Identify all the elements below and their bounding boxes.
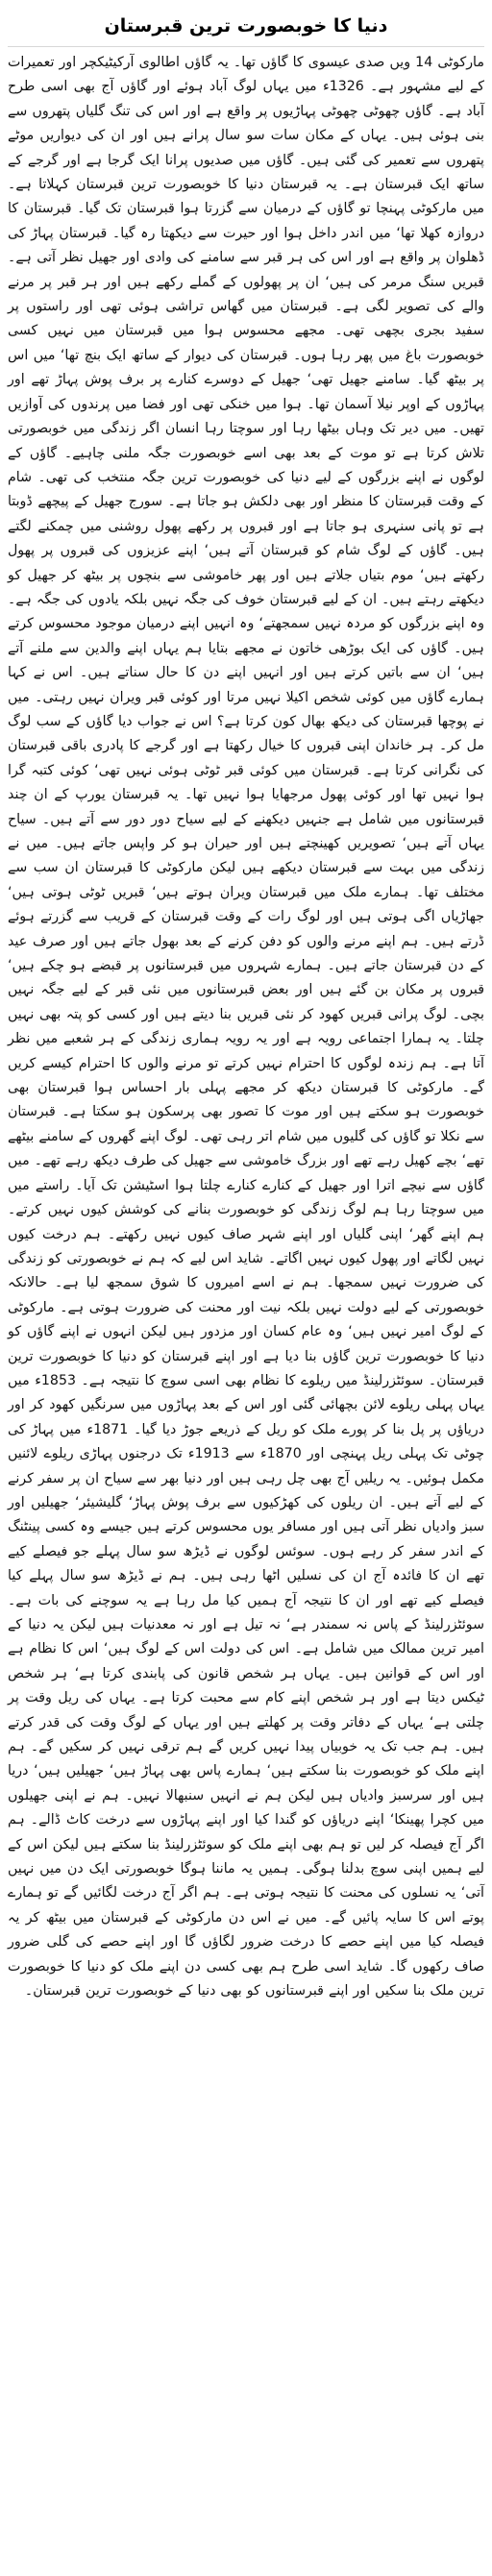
article-title: دنیا کا خوبصورت ترین قبرستان [104, 15, 388, 37]
article-body [8, 51, 484, 2004]
article-header [8, 6, 484, 47]
article-body-text: مارکوٹی 14 ویں صدی عیسوی کا گاؤں تھا۔ یہ گاؤں اطالوی آرکیٹیکچر اور تعمیرات کے لیے مشہور ہے۔ 1326ء میں یہاں لوگ آباد ہوئے اور گاؤں آج بھی اسی طرح آباد ہے۔ گاؤں چھوٹی چھوٹی پہاڑیوں پر واقع ہے اور اس کی تنگ گلیاں پتھروں سے بنی ہوئی ہیں۔ یہاں کے مکان سات سو سال پرانے ہیں اور ان کی دیواریں موٹے پتھروں سے تعمیر کی گئی ہیں۔ گاؤں میں صدیوں پرانا ایک گرجا ہے اور گرجے کے ساتھ ایک قبرستان ہے۔ یہ قبرستان دنیا کا خوبصورت ترین قبرستان کہلاتا ہے۔ میں مارکوٹی پہنچا تو گاؤں کے درمیان سے گزرتا ہوا قبرستان تک گیا۔ قبرستان کا دروازہ کھلا تھا‘ میں اندر داخل ہوا اور حیرت سے دیکھتا رہ گیا۔ قبرستان پہاڑ کی ڈھلوان پر واقع ہے اور اس کی ہر قبر سے سامنے کی وادی اور جھیل نظر آتی ہے۔ قبریں سنگ مرمر کی ہیں‘ ان پر پھولوں کے گملے رکھے ہیں اور ہر قبر پر مرنے والے کی تصویر لگی ہے۔ قبرستان میں گھاس تراشی ہوئی تھی اور راستوں پر سفید بجری بچھی تھی۔ مجھے محسوس ہوا میں قبرستان میں نہیں کسی خوبصورت باغ میں پھر رہا ہوں۔ قبرستان کی دیوار کے ساتھ ایک بنچ تھا‘ میں اس پر بیٹھ گیا۔ سامنے جھیل تھی‘ جھیل کے دوسرے کنارے پر برف پوش پہاڑ تھے اور پہاڑوں کے اوپر نیلا آسمان تھا۔ ہوا میں خنکی تھی اور فضا میں پرندوں کی آوازیں تھیں۔ میں دیر تک وہاں بیٹھا رہا اور سوچتا رہا انسان اگر زندگی میں خوبصورتی تلاش کرتا ہے تو موت کے بعد بھی اسے خوبصورت جگہ ملنی چاہیے۔ گاؤں کے لوگوں نے اپنے بزرگوں کے لیے دنیا کی خوبصورت ترین جگہ منتخب کی تھی۔ شام کے وقت قبرستان کا منظر اور بھی دلکش ہو جاتا ہے۔ سورج جھیل کے پیچھے ڈوبتا ہے تو پانی سنہری ہو جاتا ہے اور قبروں پر رکھے پھول روشنی میں چمکنے لگتے ہیں۔ گاؤں کے لوگ شام کو قبرستان آتے ہیں‘ اپنے عزیزوں کی قبروں پر پھول رکھتے ہیں‘ موم بتیاں جلاتے ہیں اور پھر خاموشی سے بنچوں پر بیٹھ کر جھیل کو دیکھتے رہتے ہیں۔ ان کے لیے قبرستان خوف کی جگہ نہیں بلکہ یادوں کی جگہ ہے۔ وہ اپنے بزرگوں کو مردہ نہیں سمجھتے‘ وہ انہیں اپنے درمیان موجود محسوس کرتے ہیں۔ گاؤں کی ایک بوڑھی خاتون نے مجھے بتایا ہم یہاں اپنے والدین سے ملنے آتے ہیں‘ ان سے باتیں کرتے ہیں اور انہیں اپنے دن کا حال سناتے ہیں۔ اس نے کہا ہمارے گاؤں میں کوئی شخص اکیلا نہیں مرتا اور کوئی قبر ویران نہیں رہتی۔ میں نے پوچھا قبرستان کی دیکھ بھال کون کرتا ہے؟ اس نے جواب دیا گاؤں کے سب لوگ مل کر۔ ہر خاندان اپنی قبروں کا خیال رکھتا ہے اور گرجے کا پادری باقی قبرستان کی نگرانی کرتا ہے۔ قبرستان میں کوئی قبر ٹوٹی ہوئی نہیں تھی‘ کوئی کتبہ گرا ہوا نہیں تھا اور کوئی پھول مرجھایا ہوا نہیں تھا۔ یہ قبرستان یورپ کے ان چند قبرستانوں میں شامل ہے جنہیں دیکھنے کے لیے سیاح دور دور سے آتے ہیں۔ سیاح یہاں آتے ہیں‘ تصویریں کھینچتے ہیں اور حیران ہو کر واپس جاتے ہیں۔ میں نے زندگی میں بہت سے قبرستان دیکھے ہیں لیکن مارکوٹی کا قبرستان ان سب سے مختلف تھا۔ ہمارے ملک میں قبرستان ویران ہوتے ہیں‘ قبریں ٹوٹی ہوتی ہیں‘ جھاڑیاں اگی ہوتی ہیں اور لوگ رات کے وقت قبرستان کے قریب سے گزرتے ہوئے ڈرتے ہیں۔ ہم اپنے مرنے والوں کو دفن کرنے کے بعد بھول جاتے ہیں اور صرف عید کے دن قبرستان جاتے ہیں۔ ہمارے شہروں میں قبرستانوں پر قبضے ہو چکے ہیں‘ قبروں پر مکان بن گئے ہیں اور بعض قبرستانوں میں نئی قبر کے لیے جگہ نہیں بچی۔ لوگ پرانی قبریں کھود کر نئی قبریں بنا دیتے ہیں اور کسی کو پتہ بھی نہیں چلتا۔ یہ ہمارا اجتماعی رویہ ہے اور یہ رویہ ہماری زندگی کے ہر شعبے میں نظر آتا ہے۔ ہم زندہ لوگوں کا احترام نہیں کرتے تو مرنے والوں کا احترام کیسے کریں گے۔ مارکوٹی کا قبرستان دیکھ کر مجھے پہلی بار احساس ہوا قبرستان بھی خوبصورت ہو سکتے ہیں اور موت کا تصور بھی پرسکون ہو سکتا ہے۔ قبرستان سے نکلا تو گاؤں کی گلیوں میں شام اتر رہی تھی۔ لوگ اپنے گھروں کے سامنے بیٹھے تھے‘ بچے کھیل رہے تھے اور بزرگ خاموشی سے جھیل کی طرف دیکھ رہے تھے۔ میں گاؤں سے نیچے اترا اور جھیل کے کنارے کنارے چلتا ہوا اسٹیشن تک آیا۔ راستے میں میں سوچتا رہا ہم لوگ زندگی کو خوبصورت بنانے کی کوشش کیوں نہیں کرتے۔ ہم اپنے گھر‘ اپنی گلیاں اور اپنے شہر صاف کیوں نہیں رکھتے۔ ہم درخت کیوں نہیں لگاتے اور پھول کیوں نہیں اگاتے۔ شاید اس لیے کہ ہم نے خوبصورتی کو زندگی کی ضرورت نہیں سمجھا۔ ہم نے اسے امیروں کا شوق سمجھ لیا ہے۔ حالانکہ خوبصورتی کے لیے دولت نہیں بلکہ نیت اور محنت کی ضرورت ہوتی ہے۔ مارکوٹی کے لوگ امیر نہیں ہیں‘ وہ عام کسان اور مزدور ہیں لیکن انہوں نے اپنے گاؤں کو دنیا کا خوبصورت ترین گاؤں بنا دیا ہے اور اپنے قبرستان کو دنیا کا خوبصورت ترین قبرستان۔ سوئٹزرلینڈ میں ریلوے کا نظام بھی اسی سوچ کا نتیجہ ہے۔ 1853ء میں یہاں پہلی ریلوے لائن بچھائی گئی اور اس کے بعد پہاڑوں میں سرنگیں کھود کر اور دریاؤں پر پل بنا کر پورے ملک کو ریل کے ذریعے جوڑ دیا گیا۔ 1871ء میں پہاڑ کی چوٹی تک پہلی ریل پہنچی اور 1870ء سے 1913ء تک درجنوں پہاڑی ریلوے لائنیں مکمل ہوئیں۔ یہ ریلیں آج بھی چل رہی ہیں اور دنیا بھر سے سیاح ان پر سفر کرنے کے لیے آتے ہیں۔ ان ریلوں کی کھڑکیوں سے برف پوش پہاڑ‘ گلیشیئر‘ جھیلیں اور سبز وادیاں نظر آتی ہیں اور مسافر یوں محسوس کرتے ہیں جیسے وہ کسی پینٹنگ کے اندر سفر کر رہے ہوں۔ سوئس لوگوں نے ڈیڑھ سو سال پہلے جو فیصلے کیے تھے ان کا فائدہ آج ان کی نسلیں اٹھا رہی ہیں۔ ہم نے ڈیڑھ سو سال پہلے کیا فیصلے کیے تھے اور ان کا نتیجہ آج ہمیں کیا مل رہا ہے یہ سوچنے کی بات ہے۔ سوئٹزرلینڈ کے پاس نہ سمندر ہے‘ نہ تیل ہے اور نہ معدنیات ہیں لیکن یہ دنیا کے امیر ترین ممالک میں شامل ہے۔ اس کی دولت اس کے لوگ ہیں‘ اس کا نظام ہے اور اس کے قوانین ہیں۔ یہاں ہر شخص قانون کی پابندی کرتا ہے‘ ہر شخص ٹیکس دیتا ہے اور ہر شخص اپنے کام سے محبت کرتا ہے۔ یہاں کی ریل وقت پر چلتی ہے‘ یہاں کے دفاتر وقت پر کھلتے ہیں اور یہاں کے لوگ وقت کی قدر کرتے ہیں۔ ہم جب تک یہ خوبیاں پیدا نہیں کریں گے ہم ترقی نہیں کر سکیں گے۔ ہم اپنے ملک کو خوبصورت بنا سکتے ہیں‘ ہمارے پاس بھی پہاڑ ہیں‘ جھیلیں ہیں‘ دریا ہیں اور سرسبز وادیاں ہیں لیکن ہم نے انہیں سنبھالا نہیں۔ ہم نے اپنی جھیلوں میں کچرا پھینکا‘ اپنے دریاؤں کو گندا کیا اور اپنے پہاڑوں سے درخت کاٹ ڈالے۔ ہم اگر آج فیصلہ کر لیں تو ہم بھی اپنے ملک کو سوئٹزرلینڈ بنا سکتے ہیں لیکن اس کے لیے ہمیں اپنی سوچ بدلنا ہوگی۔ ہمیں یہ ماننا ہوگا خوبصورتی ایک دن میں نہیں آتی‘ یہ نسلوں کی محنت کا نتیجہ ہوتی ہے۔ ہم اگر آج درخت لگائیں گے تو ہمارے پوتے اس کا سایہ پائیں گے۔ میں نے اس دن مارکوٹی کے قبرستان میں بیٹھ کر یہ فیصلہ کیا میں اپنے حصے کا درخت ضرور لگاؤں گا اور اپنے حصے کی گلی ضرور صاف رکھوں گا۔ شاید اسی طرح ہم بھی کسی دن اپنے ملک کو دنیا کا خوبصورت ترین ملک بنا سکیں اور اپنے قبرستانوں کو بھی دنیا کے خوبصورت ترین قبرستان۔ [8, 55, 484, 1999]
